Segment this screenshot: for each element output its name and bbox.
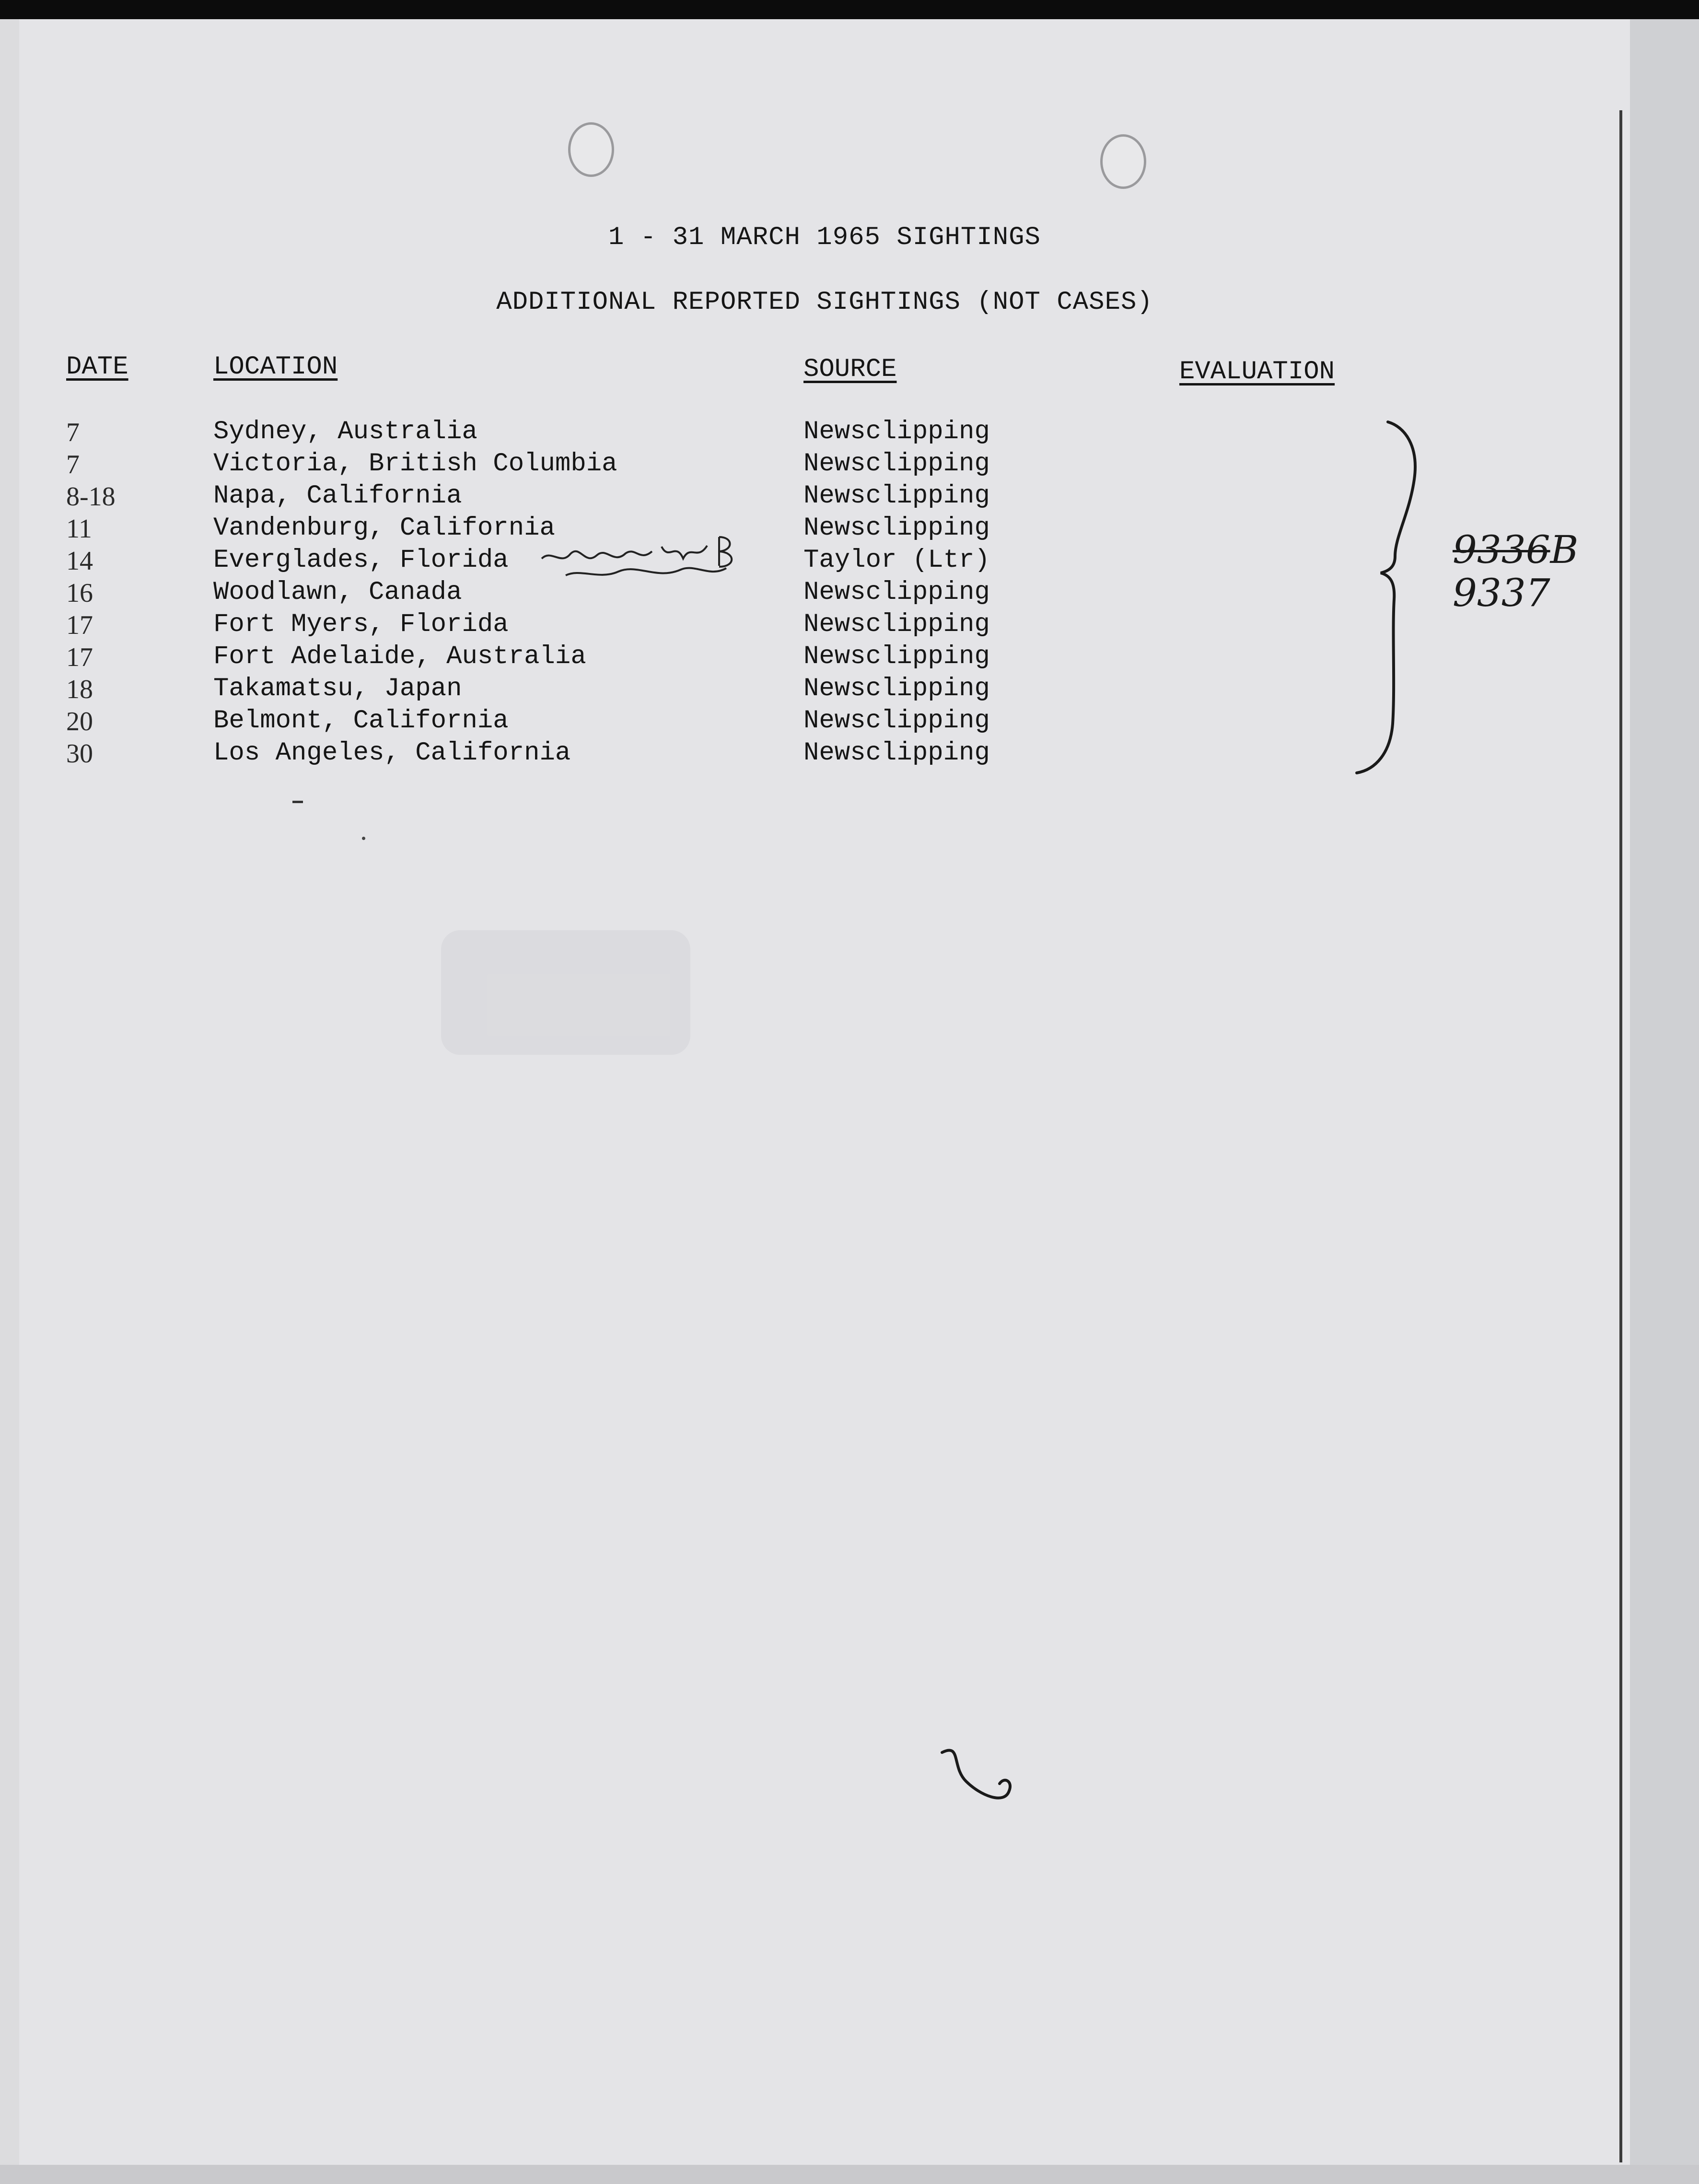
code-suffix: B — [1550, 527, 1579, 572]
page-subtitle: ADDITIONAL REPORTED SIGHTINGS (NOT CASES) — [496, 288, 1153, 317]
row-date: 20 — [66, 707, 93, 736]
row-date: 30 — [66, 739, 93, 769]
column-header-source: SOURCE — [803, 355, 897, 384]
row-location: Fort Myers, Florida — [213, 610, 509, 639]
scan-bottom-margin — [0, 2165, 1699, 2184]
row-source: Newsclipping — [803, 578, 990, 607]
punch-hole-right — [1100, 134, 1146, 189]
scan-right-margin — [1622, 19, 1699, 2184]
row-source: Taylor (Ltr) — [803, 546, 990, 575]
row-source: Newsclipping — [803, 417, 990, 446]
column-header-location: LOCATION — [213, 352, 338, 382]
row-source: Newsclipping — [803, 706, 990, 736]
row-date: 17 — [66, 642, 93, 672]
speck-mark — [292, 801, 303, 803]
speck-mark — [362, 837, 365, 840]
row-source: Newsclipping — [803, 738, 990, 768]
column-header-date: DATE — [66, 352, 128, 382]
struck-code: 9336 — [1453, 527, 1550, 572]
row-date: 8-18 — [66, 482, 116, 512]
row-date: 11 — [66, 514, 92, 544]
row-location: Fort Adelaide, Australia — [213, 642, 586, 671]
row-date: 18 — [66, 675, 93, 704]
row-date: 7 — [66, 418, 80, 447]
column-header-evaluation: EVALUATION — [1179, 357, 1335, 386]
curly-brace-mark — [1342, 417, 1438, 782]
row-date: 17 — [66, 610, 93, 640]
row-source: Newsclipping — [803, 642, 990, 671]
row-source: Newsclipping — [803, 449, 990, 479]
row-location: Takamatsu, Japan — [213, 674, 462, 703]
row-location: Belmont, California — [213, 706, 509, 736]
scan-top-border — [0, 0, 1699, 19]
row-source: Newsclipping — [803, 610, 990, 639]
page-title: 1 - 31 MARCH 1965 SIGHTINGS — [608, 223, 1041, 252]
row-source: Newsclipping — [803, 674, 990, 703]
page-edge-line — [1619, 110, 1622, 2162]
row-location: Sydney, Australia — [213, 417, 477, 446]
punch-hole-left — [568, 122, 614, 177]
row-location: Napa, California — [213, 481, 462, 511]
row-location: Everglades, Florida — [213, 546, 509, 575]
row-date: 7 — [66, 450, 80, 479]
row-source: Newsclipping — [803, 481, 990, 511]
row-location: Woodlawn, Canada — [213, 578, 462, 607]
evaluation-code: 9337 — [1453, 571, 1550, 615]
row-date: 16 — [66, 578, 93, 608]
evaluation-code-struck — [1453, 527, 1578, 572]
scan-smudge — [441, 930, 690, 1055]
handwritten-c-mark — [932, 1738, 1024, 1820]
row-location: Victoria, British Columbia — [213, 449, 617, 479]
document-page — [19, 19, 1630, 2165]
row-location: Vandenburg, California — [213, 514, 555, 543]
row-date: 14 — [66, 546, 93, 576]
row-source: Newsclipping — [803, 514, 990, 543]
row-location: Los Angeles, California — [213, 738, 571, 768]
